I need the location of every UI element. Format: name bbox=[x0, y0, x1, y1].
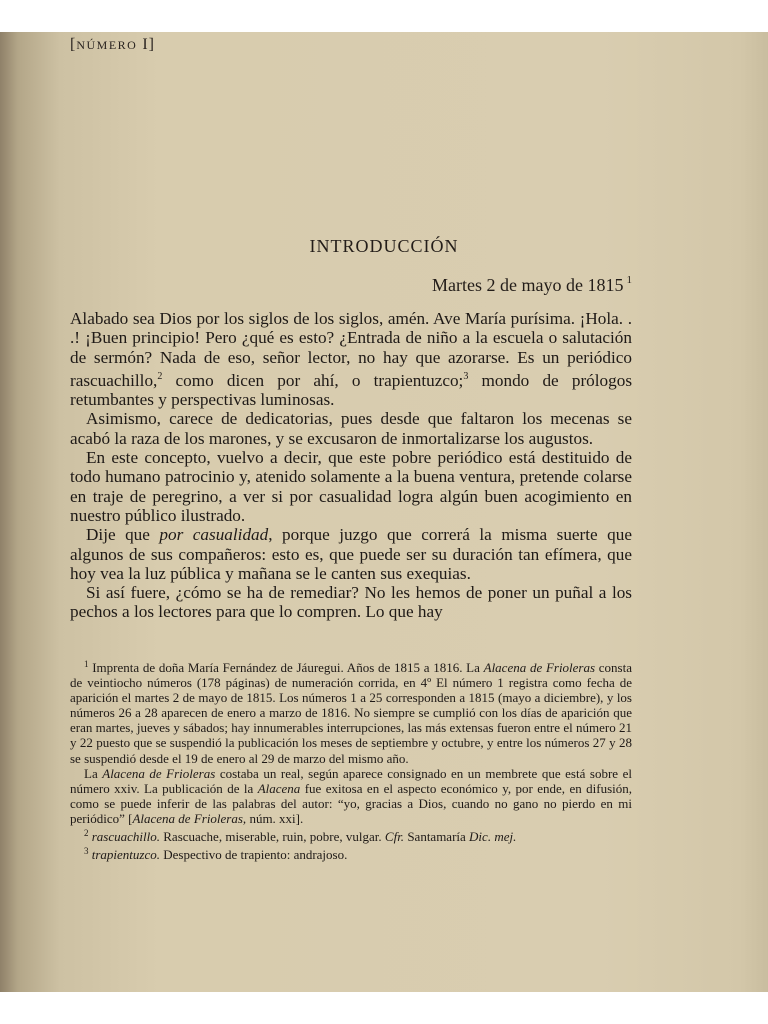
footnote-3-number: 3 bbox=[84, 846, 89, 857]
footnote-1b-title-3: Alacena de Frioleras, bbox=[132, 810, 247, 826]
body-text bbox=[70, 309, 632, 622]
dateline-text: Martes 2 de mayo de 1815 bbox=[432, 275, 624, 295]
footnote-1-continued bbox=[70, 766, 632, 826]
footnote-2-part-b: Santamaría bbox=[404, 829, 470, 845]
footnote-1b-part-c: fue exitosa en el aspecto económico y, por ende, en difusión, como se puede inferir de las palabras del autor: “yo, gracias a Dios, cuando no gano no pierdo en mi periódico” [ bbox=[70, 780, 632, 826]
header-numeral: I bbox=[142, 36, 149, 53]
paragraph-3: En este concepto, vuelvo a decir, que este pobre periódico está destituido de todo humano patrocinio y, atenido solamente a la buena ventura, pretende colarse en traje de peregrino, a ver si por casualidad logra algún buen acogimiento en nuestro público ilustrado. bbox=[70, 448, 632, 525]
footnote-1-part-a: Imprenta de doña María Fernández de Jáuregui. Años de 1815 a 1816. La bbox=[88, 660, 484, 675]
footnote-2-cfr: Cfr. bbox=[384, 829, 405, 845]
footnote-2-source: Dic. mej. bbox=[469, 829, 517, 845]
paragraph-1-part-a: Alabado sea Dios por los siglos de los siglos, amén. Ave María purísima. ¡Hola. . .! ¡Buen principio! Pero ¿qué es esto? ¿Entrada de niño a la escuela o salutación de sermón? Nada de eso, señor lector, no hay que azorarse. Es un periódico rascuachillo, bbox=[70, 309, 632, 390]
footnote-3-term: trapientuzco. bbox=[91, 847, 160, 863]
footnote-1 bbox=[70, 657, 632, 766]
footnote-3 bbox=[70, 844, 632, 862]
footnote-1-part-b: consta de veintiocho números (178 páginas) de numeración corrida, en 4º El número 1 registra como fecha de aparición el martes 2 de mayo de 1815. Los números 1 a 25 corresponden a 1815 (mayo a diciembre), y los números 26 a 28 aparecen de enero a marzo de 1816. No siempre se cumplió con los días de aparición que eran martes, jueves y sábados; hay innumerables interrupciones, las más extensas fueron entre el número 21 y 22 puesto que se suspendió la publicación los meses de septiembre y octubre, y entre los números 27 y 28 se suspendió desde el 19 de enero al 29 de marzo del mismo año. bbox=[70, 660, 633, 766]
footnote-2-part-a: Rascuache, miserable, ruin, pobre, vulgar. bbox=[160, 829, 385, 845]
footnote-2-number: 2 bbox=[84, 828, 89, 839]
footnote-1b-part-b: costaba un real, según aparece consignado en un membrete que está sobre el número xxiv. La publicación de la bbox=[70, 765, 632, 796]
footnote-1-title: Alacena de Frioleras bbox=[483, 660, 596, 675]
issue-header bbox=[70, 36, 155, 54]
paragraph-5: Si así fuere, ¿cómo se ha de remediar? No les hemos de poner un puñal a los pechos a los lectores para que lo compren. Lo que hay bbox=[70, 583, 632, 622]
paragraph-1-part-b: como dicen por ahí, o trapientuzco; bbox=[162, 370, 464, 390]
footnote-1b-title-2: Alacena bbox=[257, 780, 301, 796]
header-word: NÚMERO bbox=[76, 38, 138, 52]
header-bracket-open: [ bbox=[70, 36, 77, 53]
footnote-ref-2: 2 bbox=[157, 370, 163, 382]
footnote-2 bbox=[70, 826, 632, 844]
paragraph-4 bbox=[70, 525, 632, 583]
paragraph-1-part-c: mondo de prólogos retumbantes y perspectivas luminosas. bbox=[70, 370, 633, 410]
dateline bbox=[432, 274, 632, 296]
paragraph-4-part-b: , porque juzgo que correrá la misma suerte que algunos de sus compañeros: esto es, que puede ser su duración tan efímera, que hoy vea la luz pública y mañana se le canten sus exequias. bbox=[70, 525, 632, 583]
footnotes bbox=[70, 657, 632, 862]
paragraph-4-emphasis: por casualidad bbox=[159, 525, 269, 545]
footnote-ref-1: 1 bbox=[626, 274, 632, 286]
footnote-1-number: 1 bbox=[84, 659, 89, 669]
footnote-1b-part-a: La bbox=[84, 765, 103, 781]
paragraph-4-part-a: Dije que bbox=[86, 525, 160, 545]
footnote-2-term: rascuachillo. bbox=[91, 829, 160, 845]
footnote-1b-title-1: Alacena de Frioleras bbox=[102, 765, 216, 781]
footnote-3-part-a: Despectivo de trapiento: andrajoso. bbox=[160, 847, 348, 863]
header-bracket-close: ] bbox=[148, 36, 155, 53]
footnote-ref-3: 3 bbox=[463, 370, 469, 382]
paragraph-1 bbox=[70, 309, 632, 409]
section-title: INTRODUCCIÓN bbox=[309, 236, 459, 256]
footnote-1b-part-d: núm. xxi]. bbox=[246, 810, 304, 826]
paragraph-2: Asimismo, carece de dedicatorias, pues desde que faltaron los mecenas se acabó la raza de los marones, y se excusaron de inmortalizarse los augustos. bbox=[70, 409, 632, 448]
